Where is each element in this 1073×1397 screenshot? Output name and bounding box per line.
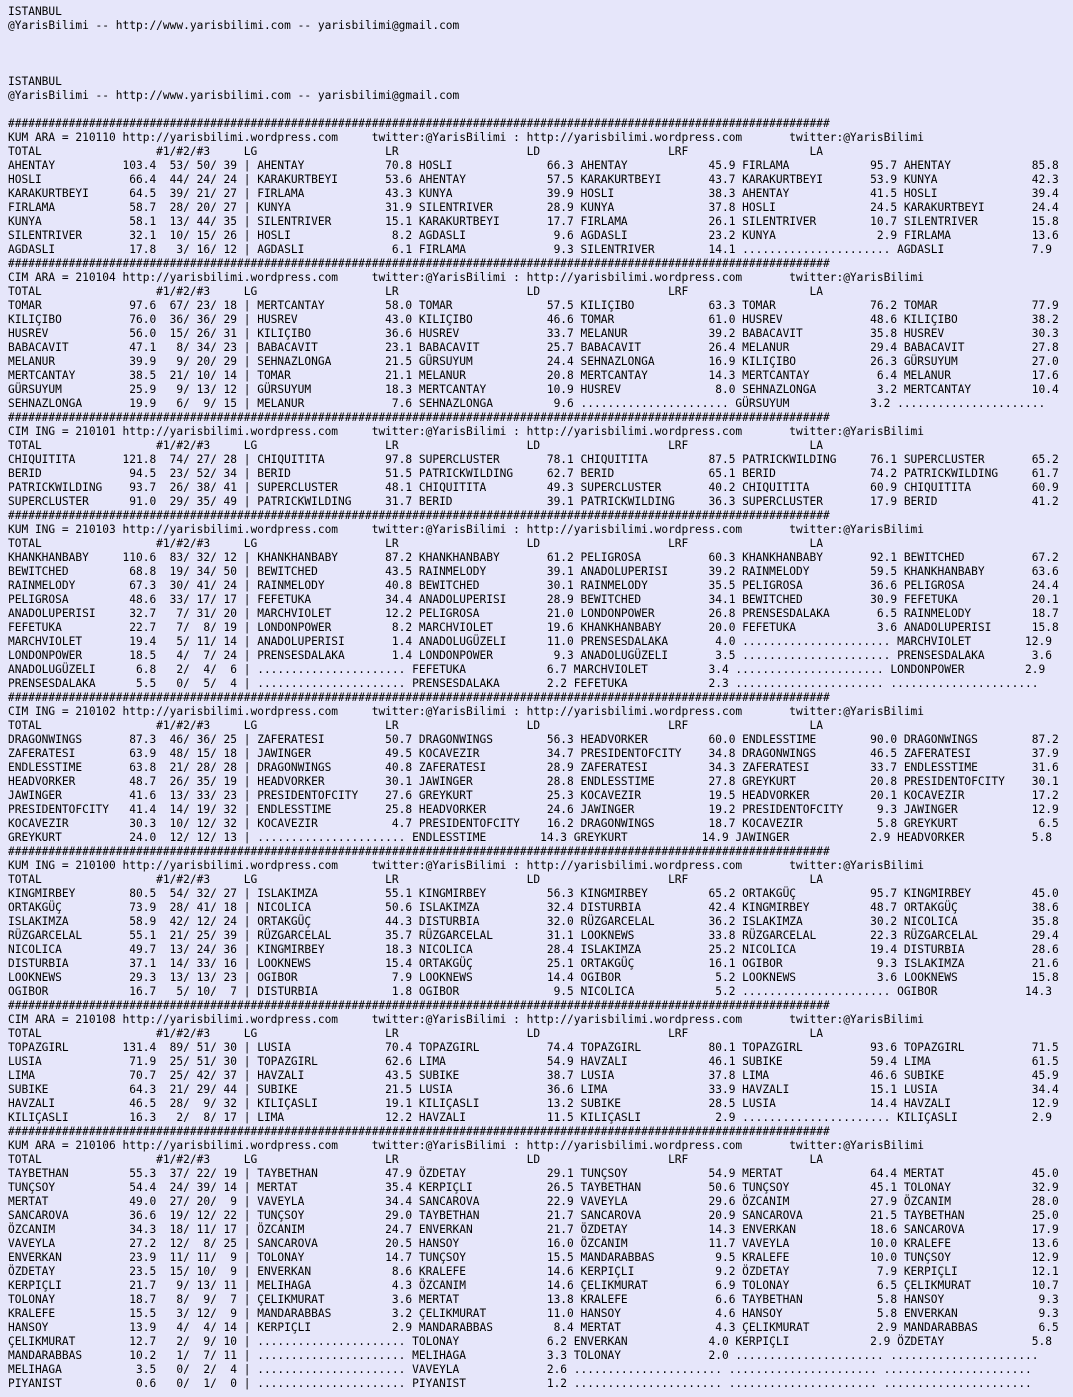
table-row: SILENTRIVER 32.1 10/ 15/ 26 | HOSLI 8.2 AGDASLI 9.6 AGDASLI 23.2 KUNYA 2.9 FIRLAMA 13.6 (8, 229, 1059, 242)
race-title: KUM ARA = 210110 http://yarisbilimi.wordpress.com twitter:@YarisBilimi : http://yarisbilimi.wordpress.com twitter:@YarisBilimi (8, 131, 925, 144)
separator-line: ########################################################################################################################## (8, 1125, 830, 1138)
table-row: HANSOY 13.9 4/ 4/ 14 | KERPIÇLI 2.9 MANDARABBAS 8.4 MERTAT 4.3 ÇELIKMURAT 2.9 MANDARABBAS 6.5 (8, 1321, 1059, 1334)
table-row: MERTCANTAY 38.5 21/ 10/ 14 | TOMAR 21.1 MELANUR 20.8 MERTCANTAY 14.3 MERTCANTAY 6.4 MELANUR 17.6 (8, 369, 1059, 382)
table-row: DISTURBIA 37.1 14/ 33/ 16 | LOOKNEWS 15.4 ORTAKGÜÇ 25.1 ORTAKGÜÇ 16.1 OGIBOR 9.3 ISLAKIMZA 21.6 (8, 957, 1059, 970)
blank-line (8, 103, 1073, 117)
table-row: SUBIKE 64.3 21/ 29/ 44 | SUBIKE 21.5 LUSIA 36.6 LIMA 33.9 HAVZALI 15.1 LUSIA 34.4 (8, 1083, 1059, 1096)
table-row: RAINMELODY 67.3 30/ 41/ 24 | RAINMELODY 40.8 BEWITCHED 30.1 RAINMELODY 35.5 PELIGROSA 36.6 PELIGROSA 24.4 (8, 579, 1059, 592)
table-row: TOPAZGIRL 131.4 89/ 51/ 30 | LUSIA 70.4 TOPAZGIRL 74.4 TOPAZGIRL 80.1 TOPAZGIRL 93.6 TOPAZGIRL 71.5 (8, 1041, 1059, 1054)
table-row: ÇELIKMURAT 12.7 2/ 9/ 10 | ...................... TOLONAY 6.2 ENVERKAN 4.0 KERPIÇLI 2.9 ÖZDETAY 5.8 (8, 1335, 1052, 1348)
table-row: HUSREV 56.0 15/ 26/ 31 | KILIÇIBO 36.6 HUSREV 33.7 MELANUR 39.2 BABACAVIT 35.8 HUSREV 30.3 (8, 327, 1059, 340)
table-row: SEHNAZLONGA 19.9 6/ 9/ 15 | MELANUR 7.6 SEHNAZLONGA 9.6 ...................... GÜRSUYUM 3.2 ...................... (8, 397, 1046, 410)
race-title: CIM ARA = 210108 http://yarisbilimi.wordpress.com twitter:@YarisBilimi : http://yarisbilimi.wordpress.com twitter:@YarisBilimi (8, 1013, 925, 1026)
separator-line: ########################################################################################################################## (8, 999, 830, 1012)
table-row: LIMA 70.7 25/ 42/ 37 | HAVZALI 43.5 SUBIKE 38.7 LUSIA 37.8 LIMA 46.6 SUBIKE 45.9 (8, 1069, 1059, 1082)
table-row: JAWINGER 41.6 13/ 33/ 23 | PRESIDENTOFCITY 27.6 GREYKURT 25.3 KOCAVEZIR 19.5 HEADVORKER 20.1 KOCAVEZIR 17.2 (8, 789, 1059, 802)
table-row: FIRLAMA 58.7 28/ 20/ 27 | KUNYA 31.9 SILENTRIVER 28.9 KUNYA 37.8 HOSLI 24.5 KARAKURTBEYI 24.4 (8, 201, 1059, 214)
table-row: KERPIÇLI 21.7 9/ 13/ 11 | MELIHAGA 4.3 ÖZCANIM 14.6 ÇELIKMURAT 6.9 TOLONAY 6.5 ÇELIKMURAT 10.7 (8, 1279, 1059, 1292)
table-row: TOMAR 97.6 67/ 23/ 18 | MERTCANTAY 58.0 TOMAR 57.5 KILIÇIBO 63.3 TOMAR 76.2 TOMAR 77.9 (8, 299, 1059, 312)
header-contact: @YarisBilimi -- http://www.yarisbilimi.com -- yarisbilimi@gmail.com (8, 19, 460, 32)
column-header: TOTAL #1/#2/#3 LG LR LD LRF LA (8, 873, 823, 886)
table-row: LONDONPOWER 18.5 4/ 7/ 24 | PRENSESDALAKA 1.4 LONDONPOWER 9.3 ANADOLUGÜZELI 3.5 ...................... PRENSESDALAKA 3.6 (8, 649, 1052, 662)
table-row: TUNÇSOY 54.4 24/ 39/ 14 | MERTAT 35.4 KERPIÇLI 26.5 TAYBETHAN 50.6 TUNÇSOY 45.1 TOLONAY 32.9 (8, 1181, 1059, 1194)
table-row: MARCHVIOLET 19.4 5/ 11/ 14 | ANADOLUPERISI 1.4 ANADOLUGÜZELI 11.0 PRENSESDALAKA 4.0 ...................... MARCHVIOLET 12.9 (8, 635, 1052, 648)
table-row: ÖZCANIM 34.3 18/ 11/ 17 | ÖZCANIM 24.7 ENVERKAN 21.7 ÖZDETAY 14.3 ENVERKAN 18.6 SANCAROVA 17.9 (8, 1223, 1059, 1236)
race-title: CIM ING = 210102 http://yarisbilimi.wordpress.com twitter:@YarisBilimi : http://yarisbilimi.wordpress.com twitter:@YarisBilimi (8, 705, 925, 718)
table-row: TOLONAY 18.7 8/ 9/ 7 | ÇELIKMURAT 3.6 MERTAT 13.8 KRALEFE 6.6 TAYBETHAN 5.8 HANSOY 9.3 (8, 1293, 1059, 1306)
table-row: AGDASLI 17.8 3/ 16/ 12 | AGDASLI 6.1 FIRLAMA 9.3 SILENTRIVER 14.1 ...................... AGDASLI 7.9 (8, 243, 1052, 256)
table-row: NICOLICA 49.7 13/ 24/ 36 | KINGMIRBEY 18.3 NICOLICA 28.4 ISLAKIMZA 25.2 NICOLICA 19.4 DISTURBIA 28.6 (8, 943, 1059, 956)
table-row: OGIBOR 16.7 5/ 10/ 7 | DISTURBIA 1.8 OGIBOR 9.5 NICOLICA 5.2 ...................... OGIBOR 14.3 (8, 985, 1052, 998)
table-row: ENDLESSTIME 63.8 21/ 28/ 28 | DRAGONWINGS 40.8 ZAFERATESI 28.9 ZAFERATESI 34.3 ZAFERATESI 33.7 ENDLESSTIME 31.6 (8, 761, 1059, 774)
separator-line: ########################################################################################################################## (8, 411, 830, 424)
table-row: PELIGROSA 48.6 33/ 17/ 17 | FEFETUKA 34.4 ANADOLUPERISI 28.9 BEWITCHED 34.1 BEWITCHED 30.9 FEFETUKA 20.1 (8, 593, 1059, 606)
table-row: ANADOLUPERISI 32.7 7/ 31/ 20 | MARCHVIOLET 12.2 PELIGROSA 21.0 LONDONPOWER 26.8 PRENSESDALAKA 6.5 RAINMELODY 18.7 (8, 607, 1059, 620)
table-row: BERID 94.5 23/ 52/ 34 | BERID 51.5 PATRICKWILDING 62.7 BERID 65.1 BERID 74.2 PATRICKWILDING 61.7 (8, 467, 1059, 480)
separator-line: ########################################################################################################################## (8, 845, 830, 858)
race-title: KUM ING = 210103 http://yarisbilimi.wordpress.com twitter:@YarisBilimi : http://yarisbilimi.wordpress.com twitter:@YarisBilimi (8, 523, 925, 536)
table-row: KRALEFE 15.5 3/ 12/ 9 | MANDARABBAS 3.2 ÇELIKMURAT 11.0 HANSOY 4.6 HANSOY 5.8 ENVERKAN 9.3 (8, 1307, 1059, 1320)
table-row: SANCAROVA 36.6 19/ 12/ 22 | TUNÇSOY 29.0 TAYBETHAN 21.7 SANCAROVA 20.9 SANCAROVA 21.5 TAYBETHAN 25.0 (8, 1209, 1059, 1222)
separator-line: ########################################################################################################################## (8, 509, 830, 522)
table-row: KUNYA 58.1 13/ 44/ 35 | SILENTRIVER 15.1 KARAKURTBEYI 17.7 FIRLAMA 26.1 SILENTRIVER 10.7 SILENTRIVER 15.8 (8, 215, 1059, 228)
table-row: KOCAVEZIR 30.3 10/ 12/ 32 | KOCAVEZIR 4.7 PRESIDENTOFCITY 16.2 DRAGONWINGS 18.7 KOCAVEZIR 5.8 GREYKURT 6.5 (8, 817, 1059, 830)
table-row: BABACAVIT 47.1 8/ 34/ 23 | BABACAVIT 23.1 BABACAVIT 25.7 BABACAVIT 26.4 MELANUR 29.4 BABACAVIT 27.8 (8, 341, 1059, 354)
table-row: AHENTAY 103.4 53/ 50/ 39 | AHENTAY 70.8 HOSLI 66.3 AHENTAY 45.9 FIRLAMA 95.7 AHENTAY 85.8 (8, 159, 1059, 172)
blank-line (8, 61, 1073, 75)
table-row: KINGMIRBEY 80.5 54/ 32/ 27 | ISLAKIMZA 55.1 KINGMIRBEY 56.3 KINGMIRBEY 65.2 ORTAKGÜÇ 95.7 KINGMIRBEY 45.0 (8, 887, 1059, 900)
separator-line: ########################################################################################################################## (8, 691, 830, 704)
blank-line (8, 33, 1073, 47)
column-header: TOTAL #1/#2/#3 LG LR LD LRF LA (8, 285, 823, 298)
table-row: MELIHAGA 3.5 0/ 2/ 4 | ...................... VAVEYLA 2.6 ...................... ...................... ...................... (8, 1363, 1032, 1376)
table-row: ÖZDETAY 23.5 15/ 10/ 9 | ENVERKAN 8.6 KRALEFE 14.6 KERPIÇLI 9.2 ÖZDETAY 7.9 KERPIÇLI 12.1 (8, 1265, 1059, 1278)
column-header: TOTAL #1/#2/#3 LG LR LD LRF LA (8, 1153, 823, 1166)
column-header: TOTAL #1/#2/#3 LG LR LD LRF LA (8, 719, 823, 732)
table-row: SUPERCLUSTER 91.0 29/ 35/ 49 | PATRICKWILDING 31.7 BERID 39.1 PATRICKWILDING 36.3 SUPERCLUSTER 17.9 BERID 41.2 (8, 495, 1059, 508)
table-row: MELANUR 39.9 9/ 20/ 29 | SEHNAZLONGA 21.5 GÜRSUYUM 24.4 SEHNAZLONGA 16.9 KILIÇIBO 26.3 GÜRSUYUM 27.0 (8, 355, 1059, 368)
table-row: ISLAKIMZA 58.9 42/ 12/ 24 | ORTAKGÜÇ 44.3 DISTURBIA 32.0 RÜZGARCELAL 36.2 ISLAKIMZA 30.2 NICOLICA 35.8 (8, 915, 1059, 928)
race-title: CIM ING = 210101 http://yarisbilimi.wordpress.com twitter:@YarisBilimi : http://yarisbilimi.wordpress.com twitter:@YarisBilimi (8, 425, 925, 438)
table-row: TAYBETHAN 55.3 37/ 22/ 19 | TAYBETHAN 47.9 ÖZDETAY 29.1 TUNÇSOY 54.9 MERTAT 64.4 MERTAT 45.0 (8, 1167, 1059, 1180)
table-row: HAVZALI 46.5 28/ 9/ 32 | KILIÇASLI 19.1 KILIÇASLI 13.2 SUBIKE 28.5 LUSIA 14.4 HAVZALI 12.9 (8, 1097, 1059, 1110)
table-row: MERTAT 49.0 27/ 20/ 9 | VAVEYLA 34.4 SANCAROVA 22.9 VAVEYLA 29.6 ÖZCANIM 27.9 ÖZCANIM 28.0 (8, 1195, 1059, 1208)
table-row: HOSLI 66.4 44/ 24/ 24 | KARAKURTBEYI 53.6 AHENTAY 57.5 KARAKURTBEYI 43.7 KARAKURTBEYI 53.9 KUNYA 42.3 (8, 173, 1059, 186)
header-city: ISTANBUL (8, 75, 62, 88)
table-row: MANDARABBAS 10.2 1/ 7/ 11 | ...................... MELIHAGA 3.3 TOLONAY 2.0 ...................... ...................... (8, 1349, 1039, 1362)
table-row: PATRICKWILDING 93.7 26/ 38/ 41 | SUPERCLUSTER 48.1 CHIQUITITA 49.3 SUPERCLUSTER 40.2 CHIQUITITA 60.9 CHIQUITITA 60.9 (8, 481, 1059, 494)
race-title: KUM ARA = 210106 http://yarisbilimi.wordpress.com twitter:@YarisBilimi : http://yarisbilimi.wordpress.com twitter:@YarisBilimi (8, 1139, 925, 1152)
table-row: ENVERKAN 23.9 11/ 11/ 9 | TOLONAY 14.7 TUNÇSOY 15.5 MANDARABBAS 9.5 KRALEFE 10.0 TUNÇSOY 12.9 (8, 1251, 1059, 1264)
race-title: KUM ING = 210100 http://yarisbilimi.wordpress.com twitter:@YarisBilimi : http://yarisbilimi.wordpress.com twitter:@YarisBilimi (8, 859, 925, 872)
table-row: DRAGONWINGS 87.3 46/ 36/ 25 | ZAFERATESI 50.7 DRAGONWINGS 56.3 HEADVORKER 60.0 ENDLESSTIME 90.0 DRAGONWINGS 87.2 (8, 733, 1059, 746)
table-row: KILIÇASLI 16.3 2/ 8/ 17 | LIMA 12.2 HAVZALI 11.5 KILIÇASLI 2.9 ...................... KILIÇASLI 2.9 (8, 1111, 1052, 1124)
table-row: ZAFERATESI 63.9 48/ 15/ 18 | JAWINGER 49.5 KOCAVEZIR 34.7 PRESIDENTOFCITY 34.8 DRAGONWINGS 46.5 ZAFERATESI 37.9 (8, 747, 1059, 760)
table-row: GREYKURT 24.0 12/ 12/ 13 | ...................... ENDLESSTIME 14.3 GREYKURT 14.9 JAWINGER 2.9 HEADVORKER 5.8 (8, 831, 1052, 844)
table-row: LUSIA 71.9 25/ 51/ 30 | TOPAZGIRL 62.6 LIMA 54.9 HAVZALI 46.1 SUBIKE 59.4 LIMA 61.5 (8, 1055, 1059, 1068)
separator-line: ########################################################################################################################## (8, 257, 830, 270)
header-contact: @YarisBilimi -- http://www.yarisbilimi.com -- yarisbilimi@gmail.com (8, 89, 460, 102)
column-header: TOTAL #1/#2/#3 LG LR LD LRF LA (8, 145, 823, 158)
table-row: PRENSESDALAKA 5.5 0/ 5/ 4 | ...................... PRENSESDALAKA 2.2 FEFETUKA 2.3 ...................... ...................... (8, 677, 1039, 690)
table-row: PIYANIST 0.6 0/ 1/ 0 | ...................... PIYANIST 1.2 ...................... ...................... ...................... (8, 1377, 1032, 1390)
table-row: PRESIDENTOFCITY 41.4 14/ 19/ 32 | ENDLESSTIME 25.8 HEADVORKER 24.6 JAWINGER 19.2 PRESIDENTOFCITY 9.3 JAWINGER 12.9 (8, 803, 1059, 816)
column-header: TOTAL #1/#2/#3 LG LR LD LRF LA (8, 439, 823, 452)
blank-line (8, 47, 1073, 61)
table-row: CHIQUITITA 121.8 74/ 27/ 28 | CHIQUITITA 97.8 SUPERCLUSTER 78.1 CHIQUITITA 87.5 PATRICKWILDING 76.1 SUPERCLUSTER 65.2 (8, 453, 1059, 466)
table-row: BEWITCHED 68.8 19/ 34/ 50 | BEWITCHED 43.5 RAINMELODY 39.1 ANADOLUPERISI 39.2 RAINMELODY 59.5 KHANKHANBABY 63.6 (8, 565, 1059, 578)
table-row: ANADOLUGÜZELI 6.8 2/ 4/ 6 | ...................... FEFETUKA 6.7 MARCHVIOLET 3.4 ...................... LONDONPOWER 2.9 (8, 663, 1046, 676)
table-row: VAVEYLA 27.2 12/ 8/ 25 | SANCAROVA 20.5 HANSOY 16.0 ÖZCANIM 11.7 VAVEYLA 10.0 KRALEFE 13.6 (8, 1237, 1059, 1250)
table-row: FEFETUKA 22.7 7/ 8/ 19 | LONDONPOWER 8.2 MARCHVIOLET 19.6 KHANKHANBABY 20.0 FEFETUKA 3.6 ANADOLUPERISI 15.8 (8, 621, 1059, 634)
table-row: GÜRSUYUM 25.9 9/ 13/ 12 | GÜRSUYUM 18.3 MERTCANTAY 10.9 HUSREV 8.0 SEHNAZLONGA 3.2 MERTCANTAY 10.4 (8, 383, 1059, 396)
table-row: KARAKURTBEYI 64.5 39/ 21/ 27 | FIRLAMA 43.3 KUNYA 39.9 HOSLI 38.3 AHENTAY 41.5 HOSLI 39.4 (8, 187, 1059, 200)
table-row: KHANKHANBABY 110.6 83/ 32/ 12 | KHANKHANBABY 87.2 KHANKHANBABY 61.2 PELIGROSA 60.3 KHANKHANBABY 92.1 BEWITCHED 67.2 (8, 551, 1059, 564)
table-row: LOOKNEWS 29.3 13/ 13/ 23 | OGIBOR 7.9 LOOKNEWS 14.4 OGIBOR 5.2 LOOKNEWS 3.6 LOOKNEWS 15.8 (8, 971, 1059, 984)
table-row: ORTAKGÜÇ 73.9 28/ 41/ 18 | NICOLICA 50.6 ISLAKIMZA 32.4 DISTURBIA 42.4 KINGMIRBEY 48.7 ORTAKGÜÇ 38.6 (8, 901, 1059, 914)
table-row: HEADVORKER 48.7 26/ 35/ 19 | HEADVORKER 30.1 JAWINGER 28.8 ENDLESSTIME 27.8 GREYKURT 20.8 PRESIDENTOFCITY 30.1 (8, 775, 1059, 788)
column-header: TOTAL #1/#2/#3 LG LR LD LRF LA (8, 1027, 823, 1040)
separator-line: ########################################################################################################################## (8, 117, 830, 130)
race-title: CIM ARA = 210104 http://yarisbilimi.wordpress.com twitter:@YarisBilimi : http://yarisbilimi.wordpress.com twitter:@YarisBilimi (8, 271, 925, 284)
table-row: RÜZGARCELAL 55.1 21/ 25/ 39 | RÜZGARCELAL 35.7 RÜZGARCELAL 31.1 LOOKNEWS 33.8 RÜZGARCELAL 22.3 RÜZGARCELAL 29.4 (8, 929, 1059, 942)
column-header: TOTAL #1/#2/#3 LG LR LD LRF LA (8, 537, 823, 550)
table-row: KILIÇIBO 76.0 36/ 36/ 29 | HUSREV 43.0 KILIÇIBO 46.6 TOMAR 61.0 HUSREV 48.6 KILIÇIBO 38.2 (8, 313, 1059, 326)
header-city: ISTANBUL (8, 5, 62, 18)
